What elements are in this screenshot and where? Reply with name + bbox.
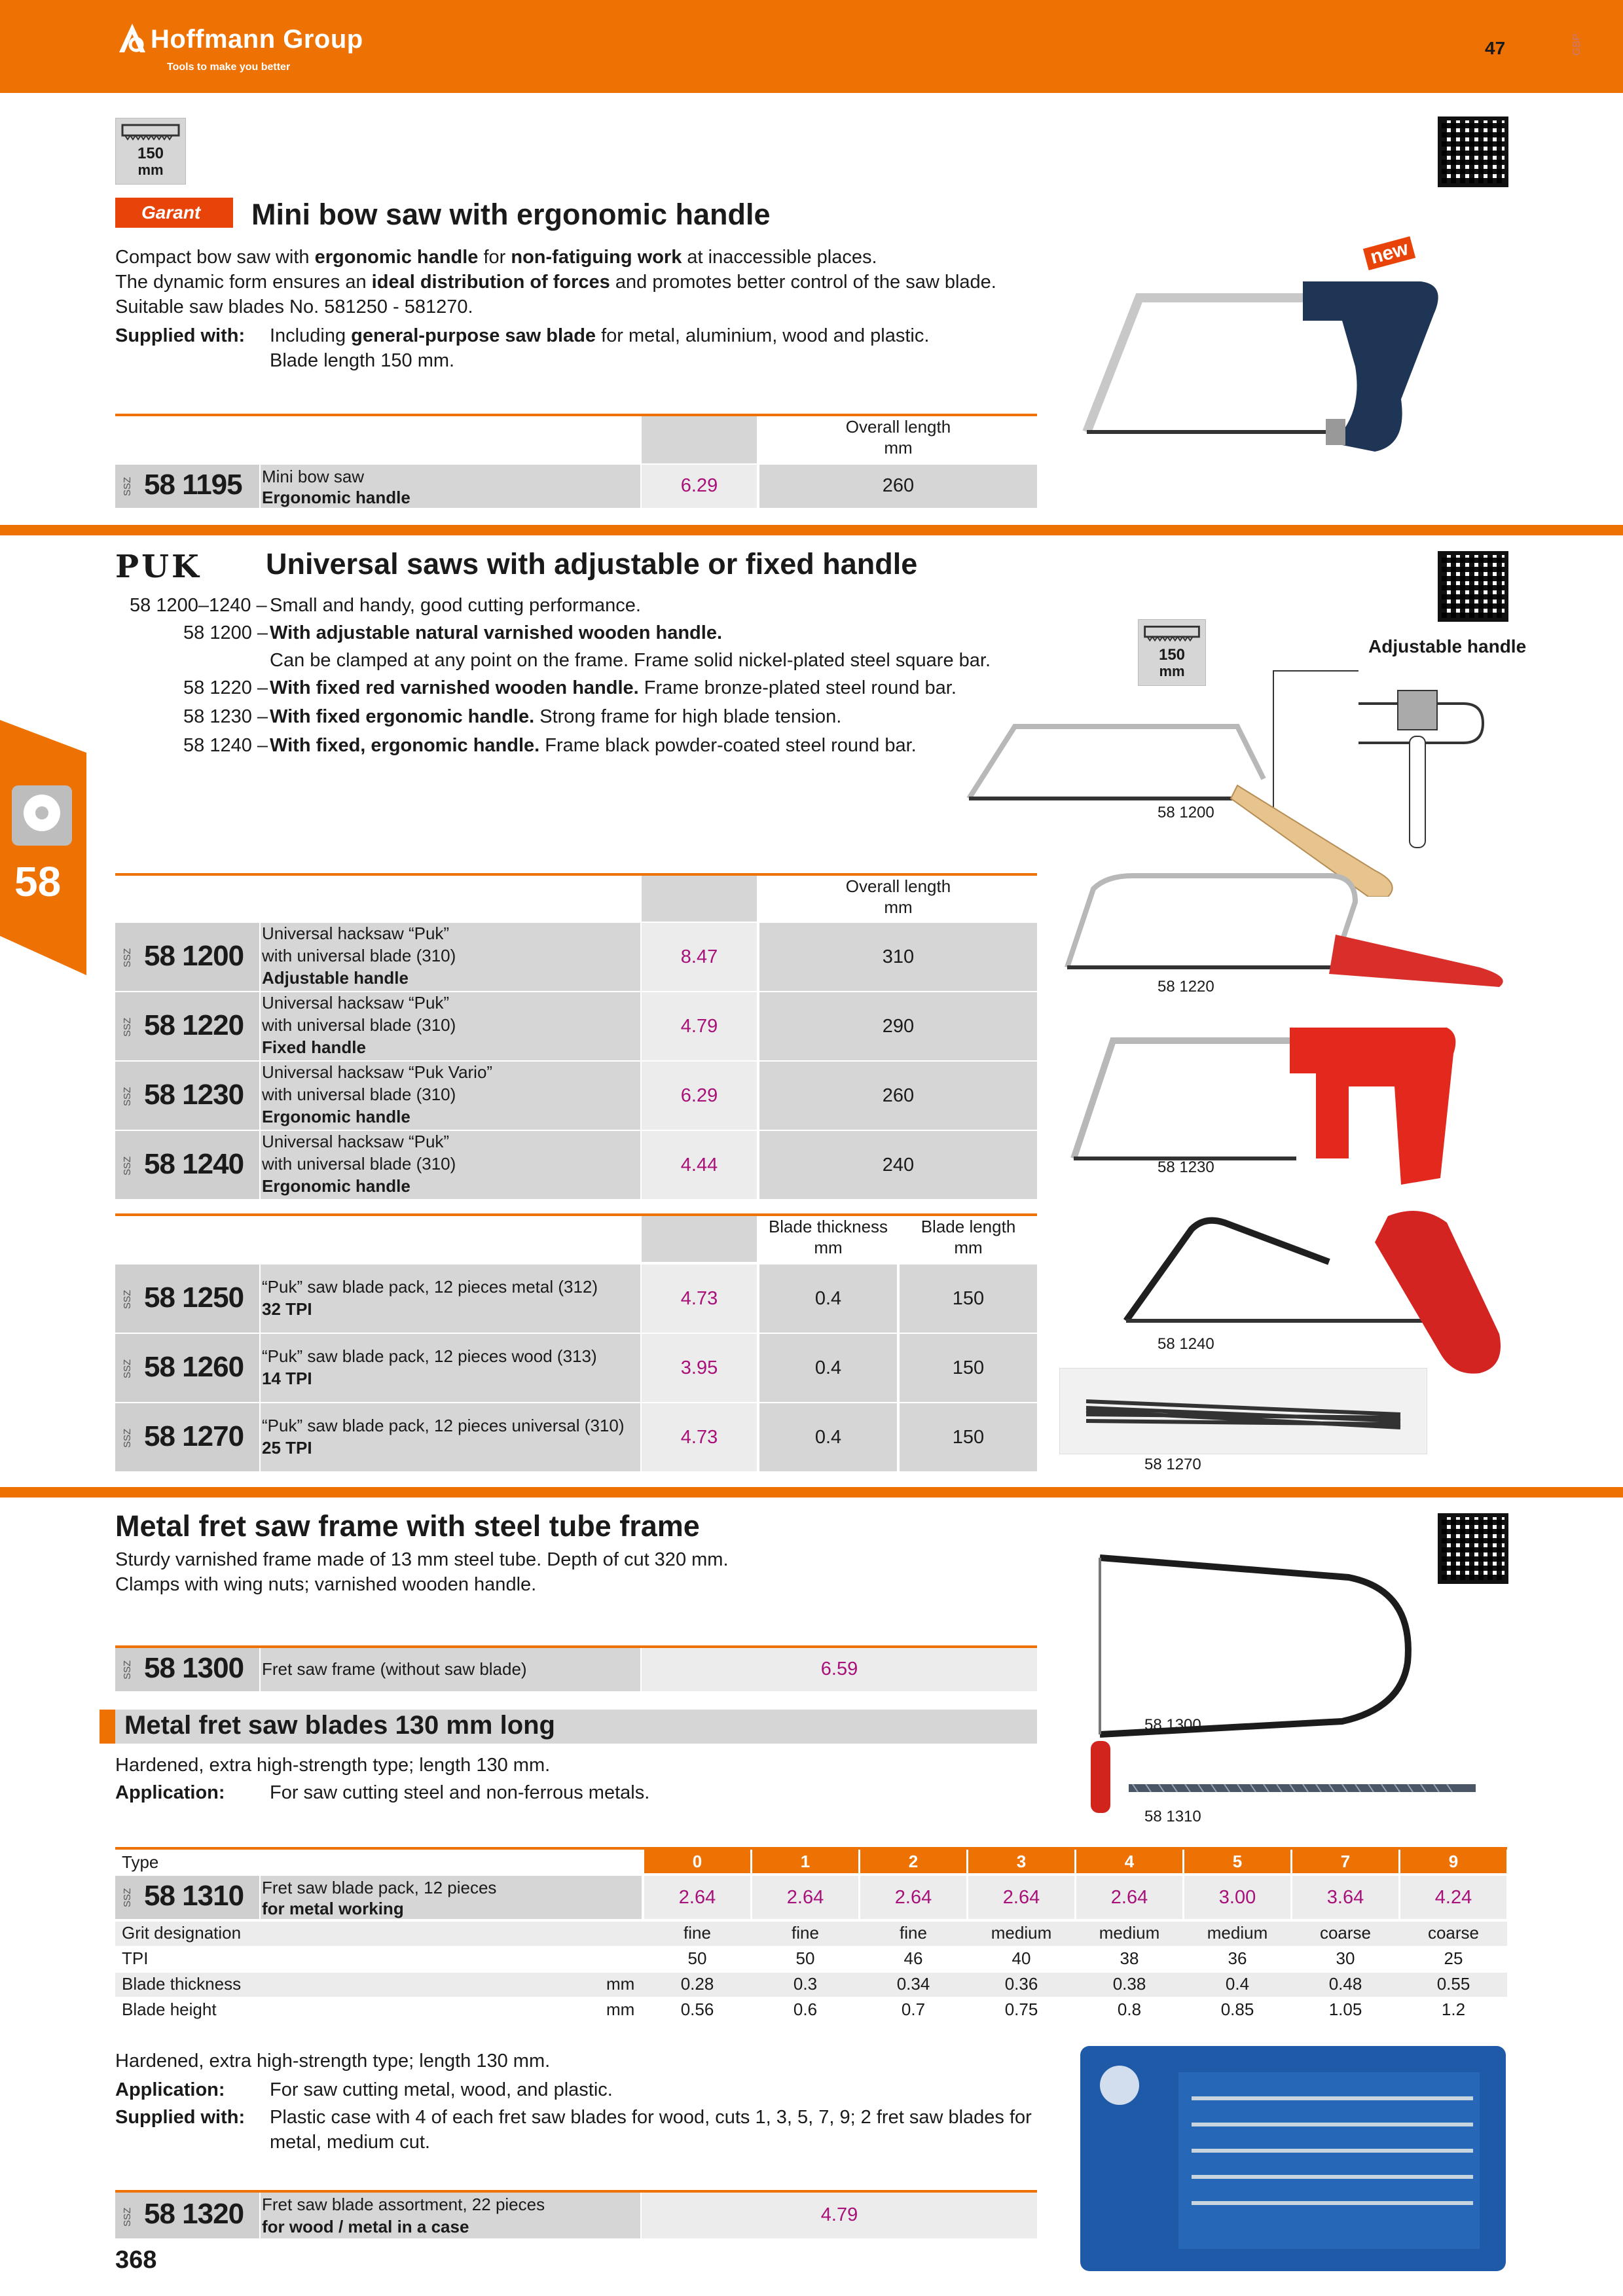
overall-length-header: Overall length mm: [845, 417, 951, 457]
spec-value: medium: [991, 1923, 1052, 1943]
assortment-application-label: Application:: [115, 2079, 225, 2100]
spec-unit: mm: [606, 2000, 635, 2019]
price: 6.29: [680, 475, 718, 496]
price: 6.59: [820, 1659, 858, 1679]
blade-thickness: 0.4: [814, 1427, 842, 1448]
new-badge: new: [1363, 236, 1416, 270]
spec-value: medium: [1207, 1923, 1268, 1943]
puk-feature-list: 58 1200–1240 – Small and handy, good cutting performance. 58 1200 – With adjustable natural varnished wooden handle. Can be clamped at any point on the frame. Frame solid nickel-plated steel square bar. 58 1220 – With fixed red varnished wooden handle. Frame bronze-plated steel round bar. 58 1230 – With fixed ergonomic handle. Strong frame for high blade tension. 58 1240 – With fixed, ergonomic handle. Frame black powder-coated steel round bar.: [130, 595, 991, 756]
blade-length: 150: [952, 1427, 985, 1448]
section-title-mini-bow-saw: Mini bow saw with ergonomic handle: [251, 198, 771, 231]
type-label: Type: [122, 1852, 159, 1872]
section-divider: [0, 525, 1623, 535]
assortment-application-text: For saw cutting metal, wood, and plastic.: [270, 2079, 613, 2100]
fret-description: Sturdy varnished frame made of 13 mm steel tube. Depth of cut 320 mm. Clamps with wing nuts; varnished wooden handle.: [115, 1549, 729, 1595]
qr-code-icon: [1438, 117, 1508, 187]
brand-name: Hoffmann Group: [151, 25, 363, 54]
table-row: SSZ 58 1320 Fret saw blade assortment, 22 pieces for wood / metal in a case 4.79: [115, 2193, 1037, 2238]
overall-length: 260: [882, 1085, 915, 1106]
table-row: SSZ 58 1240 Universal hacksaw “Puk” with universal blade (310) Ergonomic handle 4.44 240: [115, 1131, 1037, 1199]
article-number: 58 1230: [144, 1079, 244, 1111]
spec-value: 0.36: [1004, 1974, 1038, 1994]
spec-unit: mm: [606, 1974, 635, 1994]
price: 4.79: [680, 1016, 718, 1037]
article-number: 58 1250: [144, 1282, 244, 1314]
spec-value: 50: [795, 1948, 815, 1968]
spec-value: 0.85: [1220, 2000, 1254, 2019]
article-number: 58 1300: [144, 1652, 244, 1684]
garant-badge: Garant: [115, 198, 233, 228]
brand-tagline: Tools to make you better: [167, 62, 291, 73]
blade-length: 150: [952, 1288, 985, 1309]
price-cell: 3.00: [1184, 1876, 1290, 1919]
puk-logo: PUK: [115, 548, 202, 585]
spec-label: Blade thickness: [122, 1974, 242, 1994]
blade-length-icon: [115, 118, 186, 185]
spec-value: 30: [1336, 1948, 1355, 1968]
qr-code-icon: [1438, 1513, 1508, 1584]
spec-value: fine: [792, 1923, 819, 1943]
table-row: SSZ 58 1270 “Puk” saw blade pack, 12 pieces universal (310) 25 TPI 4.73 0.4 150: [115, 1403, 1037, 1471]
price-row: [644, 1876, 1507, 1919]
caption-581220: 58 1220: [1158, 978, 1214, 996]
table-row: SSZ 58 1250 “Puk” saw blade pack, 12 pieces metal (312) 32 TPI 4.73 0.4 150: [115, 1265, 1037, 1333]
table-row: SSZ 58 1230 Universal hacksaw “Puk Vario” with universal blade (310) Ergonomic handle 6.29 260: [115, 1062, 1037, 1130]
spec-value: 25: [1444, 1948, 1463, 1968]
spec-value: 1.2: [1441, 2000, 1466, 2019]
spec-value: 0.56: [680, 2000, 714, 2019]
type-header-cell: 1: [752, 1850, 858, 1873]
caption-581240: 58 1240: [1158, 1335, 1214, 1353]
spec-value: 38: [1120, 1948, 1139, 1968]
spec-value: 0.75: [1004, 2000, 1038, 2019]
table-rule: [115, 1213, 1037, 1216]
supplied-label: Supplied with:: [115, 325, 246, 346]
overall-length-header: Overall length mm: [845, 876, 951, 917]
price-cell: 2.64: [752, 1876, 858, 1919]
adjustable-handle-caption: Adjustable handle: [1368, 636, 1527, 656]
blade-length: 150: [952, 1357, 985, 1378]
saw-581230-image: [1061, 1028, 1467, 1198]
assortment-description: Hardened, extra high-strength type; length 130 mm.: [115, 2051, 551, 2072]
assortment-case-image: [1080, 2046, 1506, 2271]
blade-length-header: Blade length mm: [921, 1217, 1016, 1257]
caption-581230: 58 1230: [1158, 1158, 1214, 1176]
subsection-marker: [100, 1710, 115, 1744]
article-number: 58 1195: [144, 469, 242, 501]
price-header-cell: [642, 1216, 757, 1262]
fret-saw-frame-image: [1061, 1538, 1427, 1820]
currency-label: GBP: [1571, 33, 1582, 56]
caption-581310: 58 1310: [1144, 1808, 1201, 1825]
application-label: Application:: [115, 1782, 225, 1803]
spec-value: 1.05: [1328, 2000, 1362, 2019]
price: 4.73: [680, 1427, 718, 1448]
subsection-title-fret-blades: Metal fret saw blades 130 mm long: [124, 1711, 555, 1740]
spec-value: coarse: [1427, 1923, 1480, 1943]
spec-value: 0.4: [1225, 1974, 1250, 1994]
page-number-bottom: 368: [115, 2246, 157, 2274]
fret-blades-description: Hardened, extra high-strength type; length 130 mm.: [115, 1755, 551, 1776]
article-number: 58 1270: [144, 1420, 244, 1452]
spec-value: medium: [1099, 1923, 1160, 1943]
blade-pack-image: [1059, 1368, 1427, 1454]
spec-value: 46: [903, 1948, 923, 1968]
caption-581270: 58 1270: [1144, 1456, 1201, 1473]
article-number: 58 1320: [144, 2198, 244, 2230]
price-cell: 2.64: [1076, 1876, 1182, 1919]
type-header-cell: 7: [1292, 1850, 1398, 1873]
icon-length-value: 150: [137, 145, 164, 162]
page-number-top: 47: [1485, 38, 1506, 58]
price-cell: 2.64: [860, 1876, 966, 1919]
spec-label: Blade height: [122, 2000, 217, 2019]
blade-thickness-header: Blade thickness mm: [768, 1217, 888, 1257]
icon-length-unit: mm: [137, 162, 164, 178]
table-row: SSZ 58 1260 “Puk” saw blade pack, 12 pieces wood (313) 14 TPI 3.95 0.4 150: [115, 1334, 1037, 1402]
section-divider: [0, 1487, 1623, 1498]
overall-length: 290: [882, 1016, 915, 1037]
section-title-fret-saw: Metal fret saw frame with steel tube frame: [115, 1509, 700, 1543]
spec-value: 40: [1012, 1948, 1031, 1968]
table-row: SSZ 58 1220 Universal hacksaw “Puk” with universal blade (310) Fixed handle 4.79 290: [115, 992, 1037, 1060]
hoffmann-logo-icon: [117, 21, 148, 55]
mini-bow-saw-image: [1067, 236, 1473, 471]
spec-value: 0.48: [1328, 1974, 1362, 1994]
caption-581200: 58 1200: [1158, 804, 1214, 821]
price-cell: 2.64: [968, 1876, 1074, 1919]
blade-length-icon: 150 mm: [1138, 619, 1206, 686]
spec-label: Grit designation: [122, 1923, 242, 1943]
type-header-cell: 4: [1076, 1850, 1182, 1873]
spec-value: 0.34: [896, 1974, 930, 1994]
price: 4.44: [680, 1155, 718, 1175]
article-number: 58 1220: [144, 1009, 244, 1041]
supplied-text: Including general-purpose saw blade for metal, aluminium, wood and plastic. Blade length 150 mm.: [270, 325, 930, 371]
overall-length: 240: [882, 1155, 915, 1175]
qr-code-icon: [1438, 551, 1508, 622]
blade-thickness: 0.4: [814, 1288, 842, 1309]
type-header-cell: 9: [1400, 1850, 1506, 1873]
overall-length: 260: [882, 475, 915, 496]
section-title-puk: Universal saws with adjustable or fixed handle: [266, 547, 918, 581]
caption-581300: 58 1300: [1144, 1716, 1201, 1734]
price-header-cell: [642, 876, 757, 922]
price: 3.95: [680, 1357, 718, 1378]
article-number: 58 1240: [144, 1148, 244, 1180]
application-text: For saw cutting steel and non-ferrous metals.: [270, 1782, 650, 1803]
article-number: 58 1260: [144, 1351, 244, 1383]
spec-value: 0.3: [793, 1974, 818, 1994]
type-header-cell: 5: [1184, 1850, 1290, 1873]
chapter-number: 58: [14, 858, 62, 905]
price: 8.47: [680, 946, 718, 967]
chapter-tab: [0, 720, 86, 975]
table-row: SSZ 58 1200 Universal hacksaw “Puk” with universal blade (310) Adjustable handle 8.47 310: [115, 923, 1037, 991]
price: 6.29: [680, 1085, 718, 1106]
type-header-row: [644, 1850, 1507, 1873]
type-header-cell: 3: [968, 1850, 1074, 1873]
type-header-cell: 0: [644, 1850, 750, 1873]
table-row: SSZ 58 1300 Fret saw frame (without saw blade) 6.59: [115, 1648, 1037, 1691]
price-cell: 2.64: [644, 1876, 750, 1919]
price-cell: 4.24: [1400, 1876, 1506, 1919]
spec-value: 36: [1228, 1948, 1247, 1968]
fret-blade-image: [1126, 1779, 1480, 1799]
spec-value: 50: [687, 1948, 707, 1968]
price-cell: 3.64: [1292, 1876, 1398, 1919]
spec-value: 0.8: [1117, 2000, 1142, 2019]
spec-label: TPI: [122, 1948, 149, 1968]
table-row: SSZ 58 1195 Mini bow saw Ergonomic handle 6.29 260: [115, 465, 1037, 508]
spec-value: coarse: [1319, 1923, 1372, 1943]
assortment-supplied-text: Plastic case with 4 of each fret saw blades for wood, cuts 1, 3, 5, 7, 9; 2 fret saw blades for metal, medium cut.: [270, 2107, 1032, 2153]
table-row: SSZ 58 1310 Fret saw blade pack, 12 pieces for metal working: [115, 1876, 642, 1919]
article-number: 58 1310: [144, 1880, 244, 1912]
assortment-supplied-label: Supplied with:: [115, 2107, 246, 2128]
spec-value: fine: [900, 1923, 927, 1943]
overall-length: 310: [882, 946, 915, 967]
spec-value: 0.55: [1436, 1974, 1470, 1994]
price: 4.79: [820, 2204, 858, 2225]
mini-bow-description: Compact bow saw with ergonomic handle for non-fatiguing work at inaccessible places. The dynamic form ensures an ideal distribution of forces and promotes better control of the saw blade. Suitable saw blades No. 581250 - 581270.: [115, 247, 996, 317]
spec-value: 0.38: [1112, 1974, 1146, 1994]
spec-value: 0.6: [793, 2000, 818, 2019]
saw-581220-image: [1054, 863, 1512, 987]
price-header-cell: [642, 416, 757, 463]
spec-value: 0.28: [680, 1974, 714, 1994]
price: 4.73: [680, 1288, 718, 1309]
article-number: 58 1200: [144, 940, 244, 972]
spec-value: fine: [684, 1923, 711, 1943]
spec-value: 0.7: [901, 2000, 926, 2019]
type-header-cell: 2: [860, 1850, 966, 1873]
blade-thickness: 0.4: [814, 1357, 842, 1378]
